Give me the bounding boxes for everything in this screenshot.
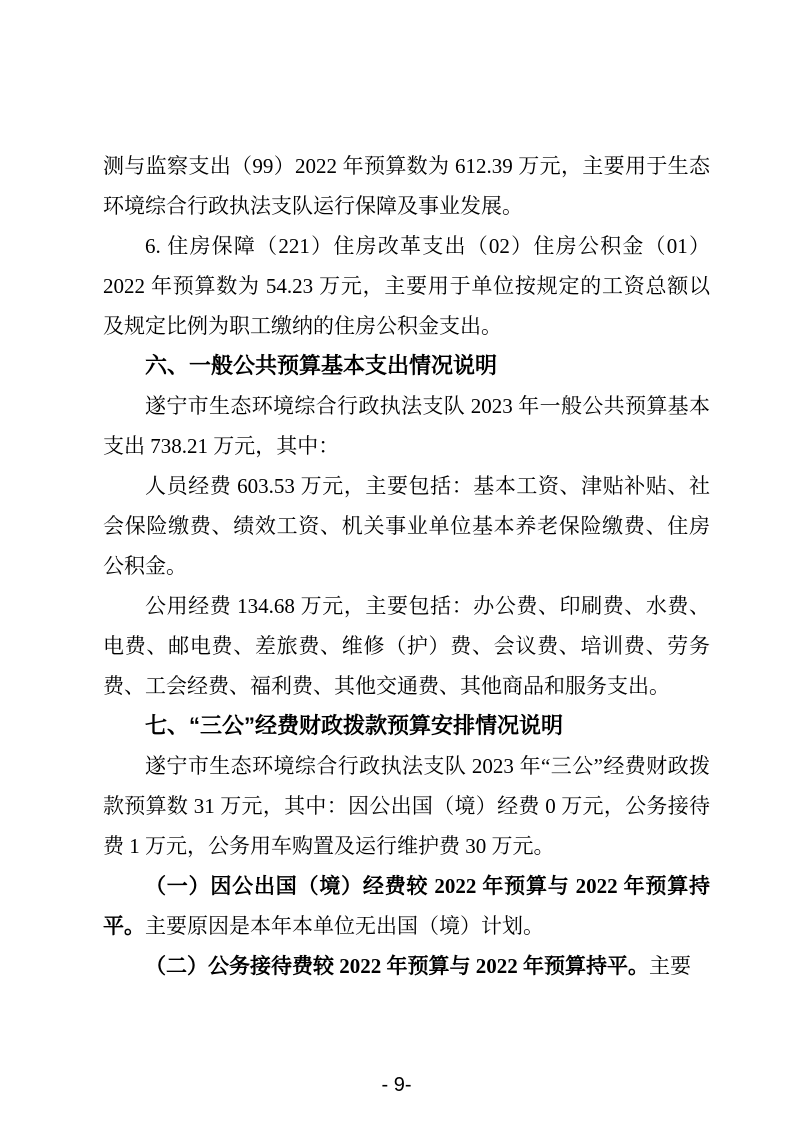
paragraph-basic-expenditure-total: 遂宁市生态环境综合行政执法支队 2023 年一般公共预算基本支出 738.21 万元，其中： xyxy=(103,394,710,458)
paragraph-monitoring-expenditure-continuation: 测与监察支出（99）2022 年预算数为 612.39 万元，主要用于生态环境综合行政执法支队运行保障及事业发展。 xyxy=(103,154,710,218)
page-number: - 9- xyxy=(381,1074,412,1096)
paragraph-item-one-overseas-trips xyxy=(103,866,710,946)
paragraph-item-two-bold-lead: （二）公务接待费较 2022 年预算与 2022 年预算持平。 xyxy=(145,954,649,978)
section-heading-six-basic-expenditure: 六、一般公共预算基本支出情况说明 xyxy=(145,353,498,378)
paragraph-item-two-rest: 主要 xyxy=(649,954,691,978)
paragraph-item-one-bold-lead: （一）因公出国（境）经费较 2022 年预算与 2022 年预算持平。 xyxy=(103,874,710,938)
section-heading-seven-three-public-funds: 七、“三公”经费财政拨款预算安排情况说明 xyxy=(145,713,564,738)
paragraph-item-two-official-reception xyxy=(103,946,710,986)
paragraph-item-one-rest: 主要原因是本年本单位无出国（境）计划。 xyxy=(145,914,544,938)
document-content xyxy=(103,146,710,986)
paragraph-housing-security-item-6: 6. 住房保障（221）住房改革支出（02）住房公积金（01）2022 年预算数为 54.23 万元，主要用于单位按规定的工资总额以及规定比例为职工缴纳的住房公积金支出。 xyxy=(103,234,710,338)
paragraph-three-public-funds-total: 遂宁市生态环境综合行政执法支队 2023 年“三公”经费财政拨款预算数 31 万元，其中：因公出国（境）经费 0 万元，公务接待费 1 万元，公务用车购置及运行维护费 30 万元。 xyxy=(103,754,710,858)
paragraph-personnel-funds: 人员经费 603.53 万元，主要包括：基本工资、津贴补贴、社会保险缴费、绩效工资、机关事业单位基本养老保险缴费、住房公积金。 xyxy=(103,474,710,578)
paragraph-public-funds: 公用经费 134.68 万元，主要包括：办公费、印刷费、水费、电费、邮电费、差旅费、维修（护）费、会议费、培训费、劳务费、工会经费、福利费、其他交通费、其他商品和服务支出。 xyxy=(103,594,710,698)
